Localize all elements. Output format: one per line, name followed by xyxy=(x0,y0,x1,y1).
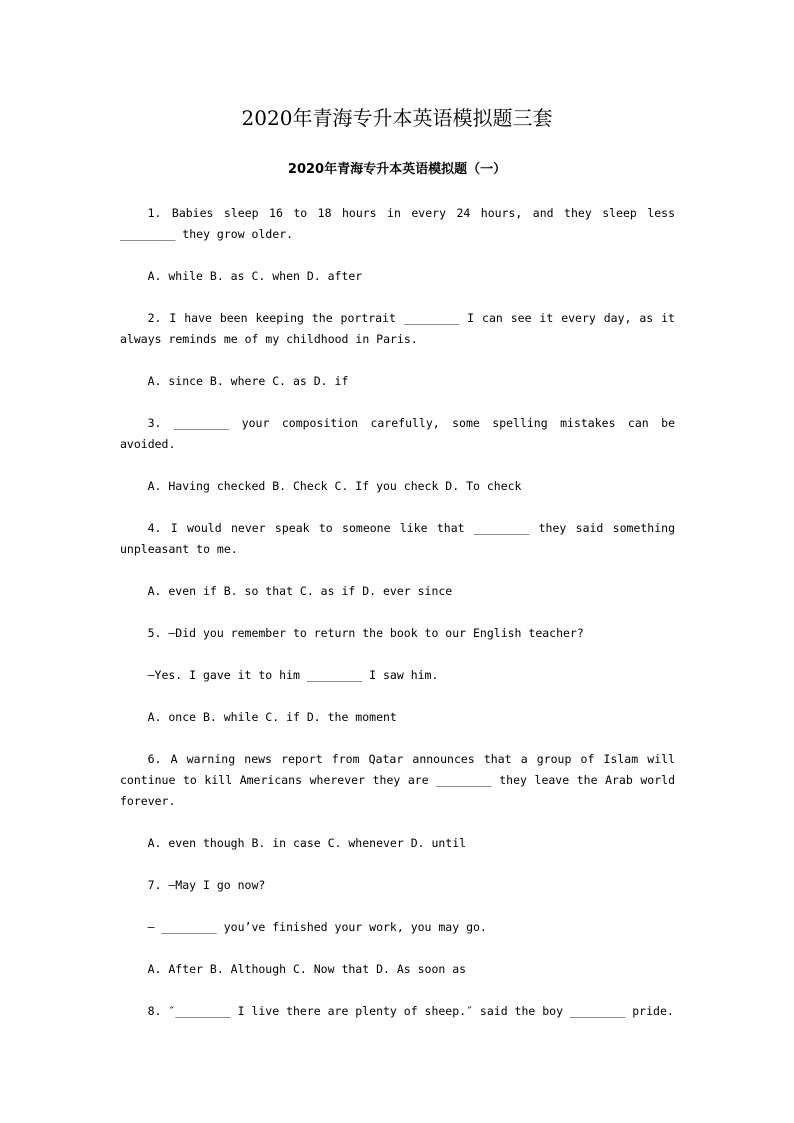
question-5-reply: –Yes. I gave it to him ________ I saw him. xyxy=(147,668,439,682)
question-5-stem: 5. –Did you remember to return the book to our English teacher? xyxy=(147,626,584,640)
question-content xyxy=(120,203,675,1022)
question-2-stem: 2. I have been keeping the portrait ________ I can see it every day, as it always reminds me of my childhood in Paris. xyxy=(120,311,675,346)
question-6-stem: 6. A warning news report from Qatar announces that a group of Islam will continue to kill Americans wherever they are ________ they leave the Arab world forever. xyxy=(120,752,675,808)
main-title: 2020年青海专升本英语模拟题三套 xyxy=(241,106,553,130)
question-3-options: A. Having checked B. Check C. If you check D. To check xyxy=(147,479,522,493)
question-6-options: A. even though B. in case C. whenever D. until xyxy=(147,836,467,850)
question-4-stem: 4. I would never speak to someone like that ________ they said something unpleasant to me. xyxy=(120,521,675,556)
question-5-options: A. once B. while C. if D. the moment xyxy=(147,710,397,724)
sub-title: 2020年青海专升本英语模拟题（一） xyxy=(287,162,507,177)
question-7-reply: — ________ you’ve finished your work, you may go. xyxy=(147,920,487,934)
question-3-stem: 3. ________ your composition carefully, some spelling mistakes can be avoided. xyxy=(120,416,675,451)
question-4-options: A. even if B. so that C. as if D. ever since xyxy=(147,584,453,598)
question-2-options: A. since B. where C. as D. if xyxy=(147,374,349,388)
question-8-stem: 8. ″________ I live there are plenty of sheep.″ said the boy ________ pride. xyxy=(147,1004,674,1018)
question-1-stem: 1. Babies sleep 16 to 18 hours in every 24 hours, and they sleep less ________ they grow older. xyxy=(120,206,675,241)
question-1-options: A. while B. as C. when D. after xyxy=(147,269,363,283)
question-7-options: A. After B. Although C. Now that D. As soon as xyxy=(147,962,467,976)
question-7-stem: 7. —May I go now? xyxy=(147,878,266,892)
